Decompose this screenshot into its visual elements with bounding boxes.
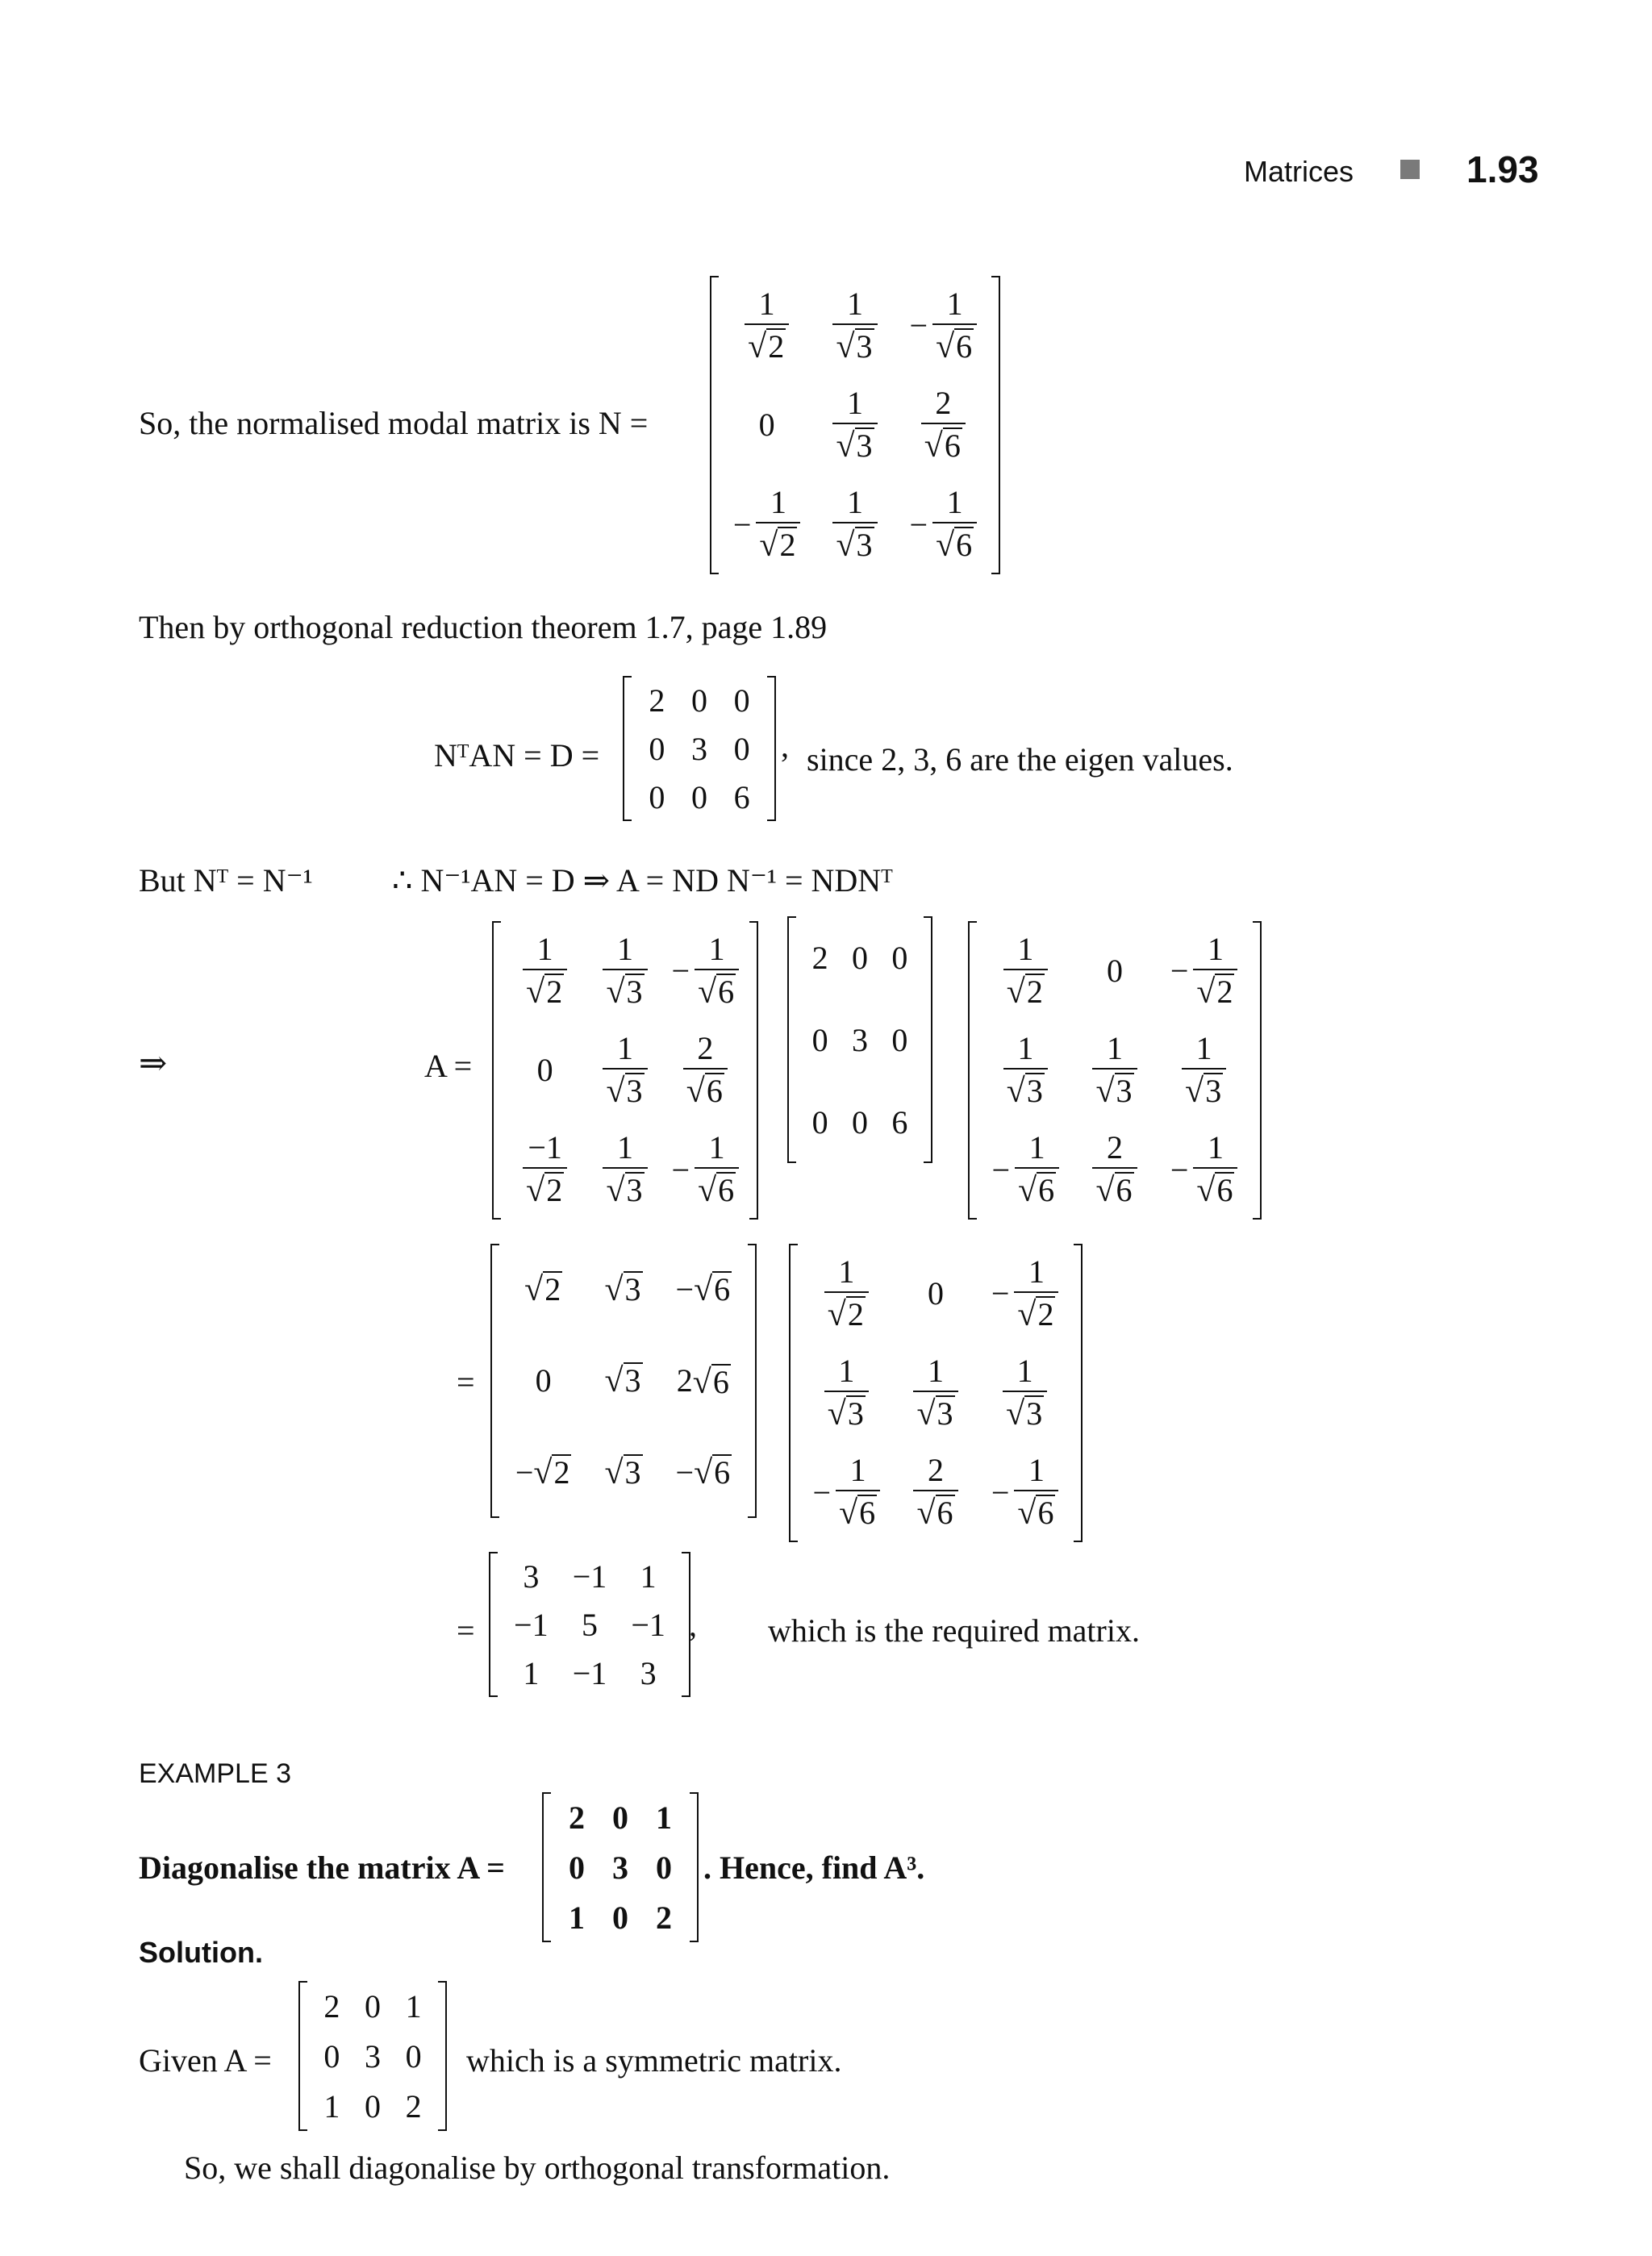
matrix-cell: 0 (536, 1052, 553, 1089)
matrix-cell: 0 (364, 1987, 381, 2025)
matrix-cell: 0 (612, 1899, 628, 1936)
implies-arrow: ⇒ (139, 1045, 168, 1082)
matrix-nt-product-row2-grid (789, 1244, 1083, 1542)
matrix-cell: 1 √ 3 (811, 276, 899, 375)
matrix-d-diagonal-grid (623, 676, 776, 821)
matrix-cell: − 1 √ 6 (980, 1443, 1070, 1542)
a-equals-ndnt-text: ∴ N⁻¹AN = D ⇒ A = ND N⁻¹ = NDNᵀ (392, 862, 893, 899)
required-matrix-note: which is the required matrix. (768, 1612, 1140, 1649)
matrix-cell: 1 (323, 2087, 340, 2125)
matrix-cell: 0 (323, 2037, 340, 2075)
matrix-nd-product-grid (490, 1244, 757, 1518)
normalised-matrix-text: So, the normalised modal matrix is N = (139, 405, 649, 441)
matrix-d-diagonal (623, 676, 776, 821)
matrix-cell: 2 (569, 1799, 585, 1836)
matrix-cell: − 1 √ 6 (665, 1120, 745, 1220)
matrix-cell: √ 3 (604, 1453, 641, 1491)
matrix-cell: 1 √ 3 (980, 1343, 1070, 1442)
equals-sign-row2: = (457, 1364, 475, 1400)
matrix-cell: − 1 √ 6 (665, 921, 745, 1020)
matrix-cell: 2 √ 6 (665, 1020, 745, 1120)
matrix-cell: 3 (851, 1021, 868, 1058)
matrix-cell: 3 (612, 1849, 628, 1886)
matrix-cell: 1 √ 3 (585, 921, 665, 1020)
matrix-cell: 0 (811, 1103, 828, 1141)
matrix-cell: 0 (758, 407, 775, 444)
matrix-cell: 0 (851, 1103, 868, 1141)
matrix-cell: − 1 √ 6 (899, 475, 987, 574)
matrix-cell: 0 (649, 730, 665, 767)
example-label: EXAMPLE 3 (139, 1758, 291, 1789)
matrix-cell: 0 (891, 939, 908, 976)
matrix-cell: 0 (656, 1849, 672, 1886)
matrix-cell: √ 3 (604, 1362, 641, 1400)
matrix-cell: 2 (656, 1899, 672, 1936)
matrix-cell: 0 (690, 778, 707, 815)
matrix-cell: 3 (690, 730, 707, 767)
ntan-equals-d-text: NᵀAN = D = (434, 737, 600, 774)
matrix-cell: 1 √ 3 (811, 475, 899, 574)
matrix-cell: 2 (811, 939, 828, 976)
a-equals-label: A = (424, 1048, 473, 1084)
matrix-cell: 2 √ 6 (1070, 1120, 1160, 1220)
matrix-cell: 6 (891, 1103, 908, 1141)
matrix-cell: 1 (640, 1558, 657, 1595)
equals-sign-row3: = (457, 1612, 475, 1649)
matrix-cell: 1 √ 3 (891, 1343, 981, 1442)
matrix-cell: 2 √ 6 (899, 375, 987, 474)
header-square-icon (1400, 160, 1420, 179)
orthogonal-property-text: But Nᵀ = N⁻¹ (139, 862, 313, 899)
comma-after-a: , (689, 1607, 697, 1643)
matrix-cell: − 1 √ 2 (980, 1244, 1070, 1343)
matrix-cell: 0 (851, 939, 868, 976)
matrix-cell: 3 (364, 2037, 381, 2075)
matrix-cell: 1 √ 3 (802, 1343, 891, 1442)
theorem-reference-text: Then by orthogonal reduction theorem 1.7, page 1.89 (139, 609, 828, 645)
matrix-cell: 0 (535, 1362, 552, 1399)
solution-label: Solution. (139, 1936, 263, 1969)
example-matrix-a-grid (542, 1792, 699, 1942)
eigen-values-note: since 2, 3, 6 are the eigen values. (807, 741, 1233, 778)
matrix-cell: − 1 √ 6 (1159, 1120, 1249, 1220)
matrix-a-result-grid (489, 1552, 690, 1697)
example-hence-text: . Hence, find A³. (703, 1849, 925, 1886)
matrix-cell: 1 (656, 1799, 672, 1836)
matrix-cell: 1 √ 3 (1070, 1020, 1160, 1120)
matrix-cell: 0 (405, 2037, 422, 2075)
matrix-cell: 1 √ 3 (1159, 1020, 1249, 1120)
matrix-cell: 0 (612, 1799, 628, 1836)
matrix-cell: − √ 6 (675, 1453, 731, 1491)
matrix-cell: √ 3 (604, 1271, 641, 1309)
matrix-nt-product-grid (968, 921, 1262, 1220)
matrix-cell: 0 (649, 778, 665, 815)
matrix-cell: 0 (1106, 953, 1123, 990)
matrix-cell: − 1 √ 2 (723, 475, 811, 574)
matrix-a-result (489, 1552, 690, 1697)
symmetric-matrix-note: which is a symmetric matrix. (466, 2042, 842, 2079)
orthogonal-transformation-text: So, we shall diagonalise by orthogonal transformation. (184, 2150, 891, 2186)
matrix-cell: 1 √ 3 (585, 1120, 665, 1220)
matrix-d-product-grid (787, 916, 932, 1163)
matrix-nt-product-row2 (789, 1244, 1083, 1542)
running-header-section: Matrices (1243, 155, 1354, 188)
matrix-cell: 1 √ 2 (981, 921, 1070, 1020)
comma-after-d: , (781, 728, 789, 764)
matrix-cell: 0 (364, 2087, 381, 2125)
given-a-label: Given A = (139, 2042, 272, 2079)
matrix-nd-product (490, 1244, 757, 1518)
matrix-cell: − 1 √ 6 (899, 276, 987, 375)
matrix-cell: 1 (405, 1987, 422, 2025)
matrix-cell: 2 √ 6 (891, 1443, 981, 1542)
matrix-cell: − 1 √ 6 (981, 1120, 1070, 1220)
matrix-n-normalised (710, 276, 1000, 574)
matrix-cell: 3 (523, 1558, 540, 1595)
matrix-cell: 1 √ 3 (811, 375, 899, 474)
matrix-cell: 6 (733, 778, 750, 815)
given-matrix-a (298, 1981, 447, 2131)
matrix-cell: 2 (405, 2087, 422, 2125)
matrix-n-product (492, 921, 758, 1220)
matrix-cell: 1 (523, 1654, 540, 1691)
matrix-cell: 1 (569, 1899, 585, 1936)
matrix-cell: 3 (640, 1654, 657, 1691)
matrix-cell: 0 (690, 682, 707, 719)
matrix-cell: 0 (569, 1849, 585, 1886)
matrix-cell: 0 (733, 682, 750, 719)
matrix-cell: − √ 6 (675, 1271, 731, 1309)
matrix-cell: 2 (649, 682, 665, 719)
matrix-cell: −1 (514, 1606, 549, 1643)
matrix-cell: 0 (927, 1275, 944, 1312)
matrix-cell: 1 √ 2 (505, 921, 585, 1020)
matrix-nt-product (968, 921, 1262, 1220)
matrix-cell: 1 √ 2 (723, 276, 811, 375)
matrix-cell: −1 √ 2 (505, 1120, 585, 1220)
page-number: 1.93 (1466, 148, 1539, 190)
matrix-cell: −1 (572, 1558, 607, 1595)
matrix-cell: 0 (891, 1021, 908, 1058)
given-matrix-a-grid (298, 1981, 447, 2131)
matrix-cell: 1 √ 2 (802, 1244, 891, 1343)
matrix-cell: − 1 √ 6 (802, 1443, 891, 1542)
matrix-cell: 2 √ 6 (676, 1362, 729, 1402)
matrix-cell: 5 (581, 1606, 598, 1643)
matrix-cell: 0 (733, 730, 750, 767)
matrix-n-product-grid (492, 921, 758, 1220)
matrix-cell: 0 (811, 1021, 828, 1058)
matrix-cell: −1 (572, 1654, 607, 1691)
matrix-cell: 2 (323, 1987, 340, 2025)
example-problem-text: Diagonalise the matrix A = (139, 1849, 505, 1886)
matrix-n-normalised-grid (710, 276, 1000, 574)
matrix-cell: − 1 √ 2 (1159, 921, 1249, 1020)
matrix-d-product (787, 916, 932, 1163)
matrix-cell: √ 2 (524, 1271, 561, 1309)
matrix-cell: 1 √ 3 (585, 1020, 665, 1120)
example-matrix-a (542, 1792, 699, 1942)
matrix-cell: 1 √ 3 (981, 1020, 1070, 1120)
matrix-cell: −1 (631, 1606, 665, 1643)
matrix-cell: − √ 2 (515, 1453, 570, 1491)
